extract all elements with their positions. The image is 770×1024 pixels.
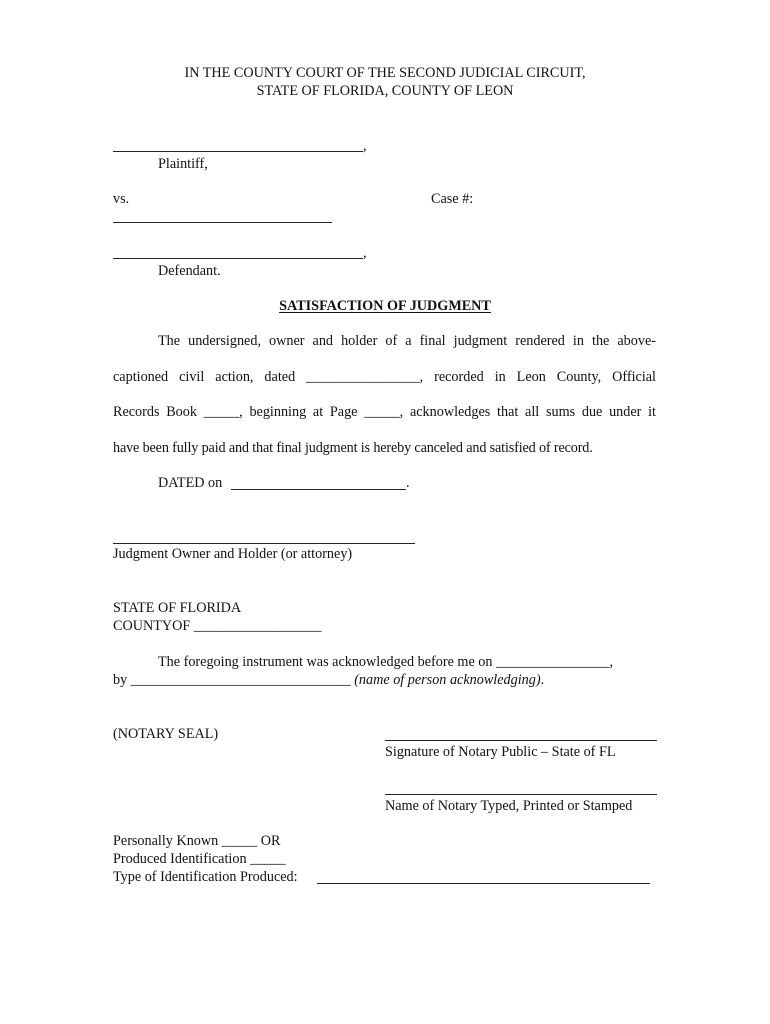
venue-county: COUNTYOF __________________ xyxy=(113,618,322,634)
venue-state: STATE OF FLORIDA xyxy=(113,600,242,616)
acknowledged-by-prefix: by _______________________________ xyxy=(113,672,351,688)
produced-identification-line: Produced Identification _____ xyxy=(113,851,286,867)
notary-name-line xyxy=(385,794,657,795)
acknowledged-by-period: . xyxy=(540,672,545,688)
notary-seal-label: (NOTARY SEAL) xyxy=(113,726,219,742)
notary-name-label: Name of Notary Typed, Printed or Stamped xyxy=(385,798,633,814)
acknowledged-by-note: (name of person acknowledging) xyxy=(354,672,541,688)
court-heading-line-1: IN THE COUNTY COURT OF THE SECOND JUDICIAL CIRCUIT, xyxy=(184,65,586,81)
dated-blank-line xyxy=(231,489,406,490)
acknowledgment-line-2 xyxy=(113,673,544,687)
defendant-label: Defendant. xyxy=(158,263,221,279)
notary-signature-label: Signature of Notary Public – State of FL xyxy=(385,744,616,760)
plaintiff-label: Plaintiff, xyxy=(158,156,208,172)
acknowledgment-line-1: The foregoing instrument was acknowledged before me on ________________, xyxy=(158,654,614,670)
body-line-1: The undersigned, owner and holder of a final judgment rendered in the above- xyxy=(158,333,656,349)
identification-type-line xyxy=(317,883,650,884)
personally-known-line: Personally Known _____ OR xyxy=(113,833,281,849)
case-number-label: Case #: xyxy=(431,191,474,207)
plaintiff-name-line xyxy=(113,151,363,152)
dated-period: . xyxy=(406,475,410,491)
document-title: SATISFACTION OF JUDGMENT xyxy=(279,298,491,314)
dated-label: DATED on xyxy=(158,475,223,491)
defendant-comma: , xyxy=(363,245,367,261)
identification-type-label: Type of Identification Produced: xyxy=(113,869,298,885)
body-line-4: have been fully paid and that final judgment is hereby canceled and satisfied of record. xyxy=(113,440,593,456)
court-heading-line-2: STATE OF FLORIDA, COUNTY OF LEON xyxy=(256,83,514,99)
versus-blank-line xyxy=(113,222,332,223)
body-line-2: captioned civil action, dated ________________, recorded in Leon County, Official xyxy=(113,369,656,385)
owner-signature-line xyxy=(113,543,415,544)
body-line-3: Records Book _____, beginning at Page _____, acknowledges that all sums due under it xyxy=(113,404,656,420)
plaintiff-comma: , xyxy=(363,138,367,154)
defendant-name-line xyxy=(113,258,363,259)
versus-label: vs. xyxy=(113,191,130,207)
owner-signature-label: Judgment Owner and Holder (or attorney) xyxy=(113,546,353,562)
notary-signature-line xyxy=(385,740,657,741)
